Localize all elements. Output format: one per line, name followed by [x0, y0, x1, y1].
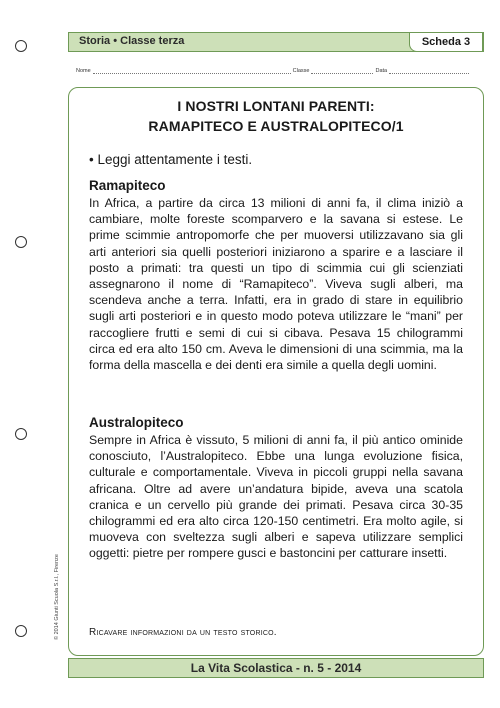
binder-hole-lower-middle	[15, 428, 27, 440]
class-field[interactable]	[311, 68, 373, 74]
binder-hole-upper-middle	[15, 236, 27, 248]
binder-hole-bottom	[15, 625, 27, 637]
content-card	[68, 87, 484, 656]
student-info-row	[76, 68, 478, 74]
footer-bar: La Vita Scolastica - n. 5 - 2014	[68, 658, 484, 678]
section-text-ramapiteco: In Africa, a partire da circa 13 milioni di anni fa, il clima iniziò a cambiare, molte foreste scomparvero e la savana si estese. Le prime scimmie antropomorfe che per muoversi utilizzavano sia gli arti anteriori sia quelli posteriori iniziarono a sparire e a lasciare il posto a primati: tra questi un tipo di scimmia cui gli scienziati assegnarono il nome di “Ramapiteco”. Viveva sugli alberi, ma scendeva anche a terra. Infatti, era in grado di stare in equilibrio sugli arti posteriori e in questo modo poteva utilizzare le “mani” per raccogliere frutti e semi di cui si cibava. Pesava 15 chilogrammi circa ed era alto 150 cm. Aveva le dimensioni di una scimmia, ma la forma della mascella e dei denti era simile a quella degli uomini.	[89, 196, 463, 373]
title-line-2: RAMAPITECO E AUSTRALOPITECO/1	[148, 118, 404, 134]
title-line-1: I NOSTRI LONTANI PARENTI:	[177, 98, 375, 114]
class-label: Classe	[292, 68, 310, 74]
sheet-number-tab: Scheda 3	[409, 32, 483, 52]
name-label: Nome	[76, 68, 91, 74]
instruction: • Leggi attentamente i testi.	[89, 152, 253, 167]
header-bar	[68, 32, 484, 52]
section-text-australopiteco: Sempre in Africa è vissuto, 5 milioni di anni fa, il più antico ominide conosciuto, l’Australopiteco. Ebbe una lunga evoluzione fisica, culturale e comportamentale. Viveva in piccoli gruppi nella savana africana. Oltre ad avere un’andatura bipide, aveva una scatola cranica e un cervello più grande dei primati. Pesava circa 30-35 chilogrammi ed era alto circa 120-150 centimetri. Era molto agile, si muoveva con sveltezza sugli alberi e sapeva utilizzare semplici oggetti: pietre per rompere gusci e bastoncini per catturare insetti.	[89, 433, 463, 561]
section-heading-ramapiteco: Ramapiteco	[89, 178, 166, 193]
learning-objective: Ricavare informazioni da un testo storico.	[89, 627, 277, 638]
subject-label: Storia • Classe terza	[79, 35, 185, 47]
date-field[interactable]	[389, 68, 469, 74]
section-heading-australopiteco: Australopiteco	[89, 415, 184, 430]
copyright-notice: © 2014 Giunti Scuola S.r.l., Firenze	[54, 554, 60, 640]
name-field[interactable]	[93, 68, 291, 74]
date-label: Data	[375, 68, 388, 74]
binder-hole-top	[15, 40, 27, 52]
